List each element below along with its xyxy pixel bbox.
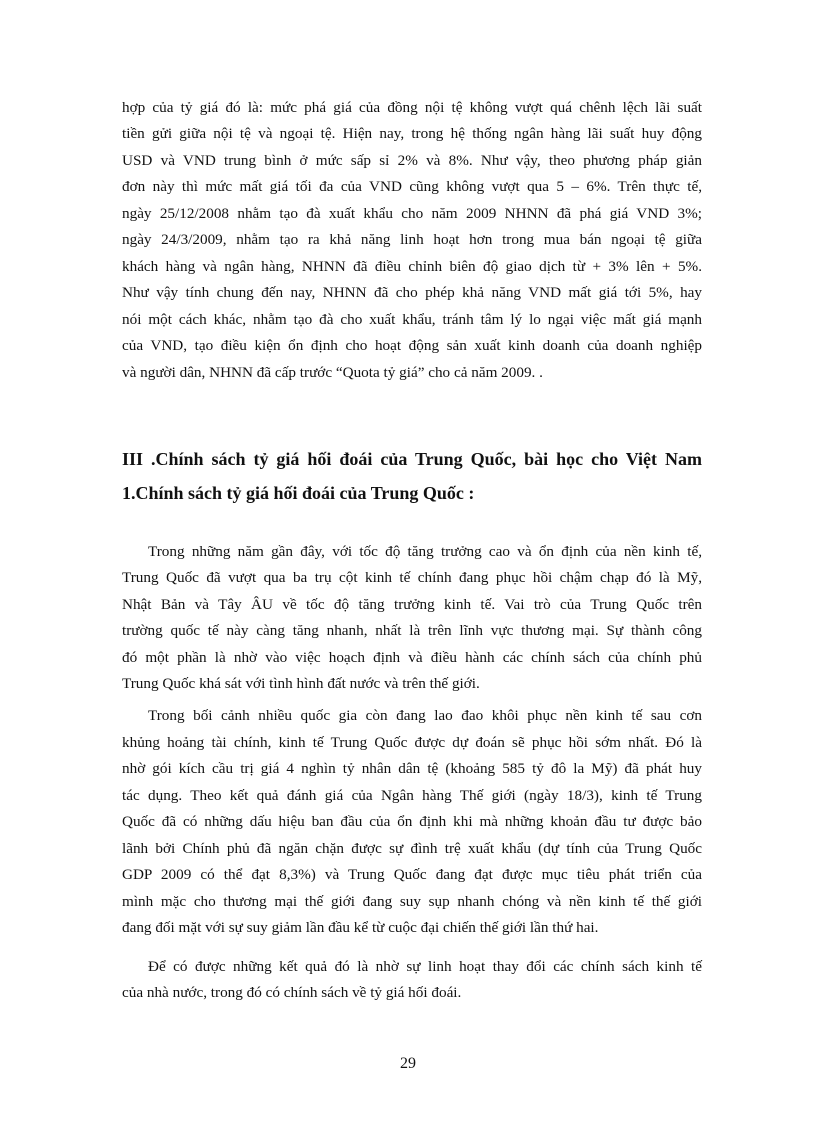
text-line: của VND, tạo điều kiện ổn định cho hoạt động sản xuất kinh doanh của doanh nghiệp [122,337,702,354]
text-line: đơn này thì mức mất giá tối đa của VND cũng không vượt qua 5 – 6%. Trên thực tế, [122,178,702,195]
page-number: 29 [400,1055,416,1072]
section-heading: III .Chính sách tỷ giá hối đoái của Trung Quốc, bài học cho Việt Nam [122,449,702,469]
text-line: của nhà nước, trong đó có chính sách về tỷ giá hối đoái. [122,984,462,1001]
text-line: Trong bối cảnh nhiều quốc gia còn đang lao đao khôi phục nền kinh tế sau cơn [148,707,702,724]
text-line: lãnh bởi Chính phủ đã ngăn chặn được sự đình trệ xuất khẩu (dự tính của Trung Quốc [122,840,702,857]
text-line: Trong những năm gần đây, với tốc độ tăng trưởng cao và ổn định của nền kinh tế, [148,543,702,560]
text-line: tác dụng. Theo kết quả đánh giá của Ngân hàng Thế giới (ngày 18/3), kinh tế Trung [122,787,702,804]
text-line: trường quốc tế này càng tăng nhanh, nhất là trên lĩnh vực thương mại. Sự thành công [122,622,702,639]
text-line: ngày 24/3/2009, nhằm tạo ra khả năng linh hoạt hơn trong mua bán ngoại tệ giữa [122,231,702,248]
text-line: nói một cách khác, nhằm tạo đà cho xuất khẩu, tránh tâm lý lo ngại việc mất giá mạnh [122,311,702,328]
text-line: Như vậy tính chung đến nay, NHNN đã cho phép khả năng VND mất giá tới 5%, hay [122,284,702,301]
text-line: và người dân, NHNN đã cấp trước “Quota tỷ giá” cho cả năm 2009. . [122,364,543,381]
text-line: Quốc đã có những dấu hiệu ban đầu của ổn định khi mà những khoản đầu tư được bảo [122,813,702,830]
text-line: tiền gửi giữa nội tệ và ngoại tệ. Hiện nay, trong hệ thống ngân hàng lãi suất huy động [122,125,702,142]
text-line: mình mặc cho thương mại thế giới đang suy sụp nhanh chóng và nền kinh tế thế giới [122,893,702,910]
text-line: nhờ gói kích cầu trị giá 4 nghìn tỷ nhân dân tệ (khoảng 585 tỷ đô la Mỹ) đã phát huy [122,760,702,777]
text-line: USD và VND trung bình ở mức sấp sỉ 2% và 8%. Như vậy, theo phương pháp giản [122,152,702,169]
text-line: Nhật Bản và Tây ÂU về tốc độ tăng trưởng kinh tế. Vai trò của Trung Quốc trên [122,596,702,613]
text-line: hợp của tỷ giá đó là: mức phá giá của đồng nội tệ không vượt quá chênh lệch lãi suất [122,99,702,116]
text-line: Trung Quốc khá sát với tình hình đất nước và trên thế giới. [122,675,480,692]
text-line: khách hàng và ngân hàng, NHNN đã điều chỉnh biên độ giao dịch từ + 3% lên + 5%. [122,258,702,275]
text-line: Trung Quốc đã vượt qua ba trụ cột kinh tế chính đang phục hồi chậm chạp đó là Mỹ, [122,569,702,586]
text-line: đang đối mặt với sự suy giảm lần đầu kể từ cuộc đại chiến thế giới lần thứ hai. [122,919,599,936]
text-line: khủng hoảng tài chính, kinh tế Trung Quốc được dự đoán sẽ phục hồi sớm nhất. Đó là [122,734,702,751]
subsection-heading: 1.Chính sách tỷ giá hối đoái của Trung Quốc : [122,483,475,503]
text-line: ngày 25/12/2008 nhằm tạo đà xuất khẩu cho năm 2009 NHNN đã phá giá VND 3%; [122,205,702,222]
text-line: Để có được những kết quả đó là nhờ sự linh hoạt thay đổi các chính sách kinh tế [148,958,702,975]
text-line: GDP 2009 có thể đạt 8,3%) và Trung Quốc đang đạt được mục tiêu phát triển của [122,866,702,883]
text-line: đó một phần là nhờ vào việc hoạch định và điều hành các chính sách của chính phủ [122,649,702,666]
